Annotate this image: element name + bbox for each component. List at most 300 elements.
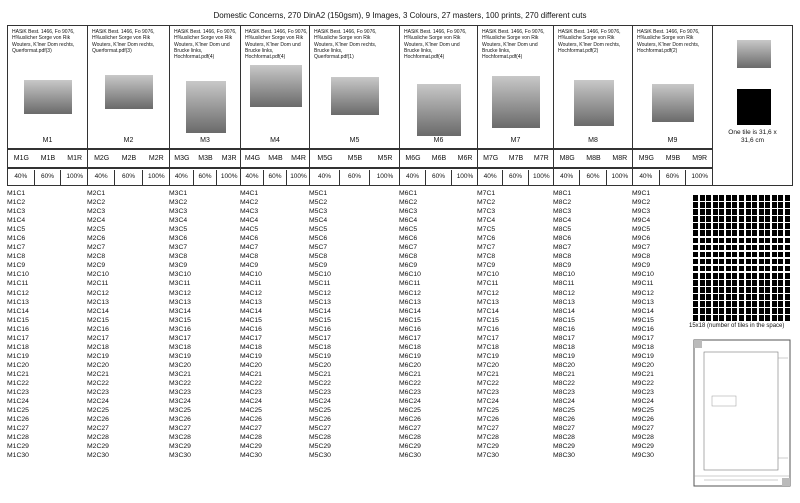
cut-label: M9C29: [632, 443, 654, 451]
subcode-label: M2R: [148, 155, 164, 162]
tiles-caption: 15x18 (number of tiles in the space): [689, 323, 785, 329]
tile: [765, 245, 770, 251]
tile: [785, 252, 790, 258]
master-percentages: [399, 168, 478, 186]
tile: [739, 230, 744, 236]
cut-label: M9C24: [632, 398, 654, 406]
tile: [759, 294, 764, 300]
percentage-label: 40%: [88, 170, 115, 185]
subcode-label: M9R: [692, 155, 708, 162]
tile: [739, 315, 744, 321]
cut-label: M6C25: [399, 407, 421, 415]
cut-label: M8C4: [553, 217, 572, 225]
master-description: HASiK Best. 1466, Fo 9076, H%usliche Sorge von Rik Wouters, K'lner Dom und Brucke links, Hochformat.pdf(4): [404, 29, 467, 61]
tile: [739, 301, 744, 307]
master-label: M8: [588, 137, 598, 144]
tile: [726, 216, 731, 222]
tile: [746, 266, 751, 272]
tile: [732, 280, 737, 286]
cut-label: M6C6: [399, 235, 418, 243]
tile: [713, 209, 718, 215]
cut-label: M8C22: [553, 379, 575, 387]
cut-label: M1C25: [7, 407, 29, 415]
tile: [746, 308, 751, 314]
tile: [693, 238, 698, 244]
cut-label: M8C6: [553, 235, 572, 243]
tile: [706, 252, 711, 258]
cut-column: [87, 189, 109, 460]
cut-label: M1C18: [7, 343, 29, 351]
tile: [693, 315, 698, 321]
tile: [759, 280, 764, 286]
percentage-label: 60%: [503, 170, 528, 185]
tile: [726, 315, 731, 321]
tile: [719, 280, 724, 286]
tile: [746, 252, 751, 258]
tile: [693, 280, 698, 286]
subcode-label: M2B: [121, 155, 137, 162]
tile: [752, 259, 757, 265]
tile: [772, 266, 777, 272]
tile: [726, 238, 731, 244]
cut-label: M8C23: [553, 389, 575, 397]
percentage-label: 100%: [611, 173, 629, 180]
tile: [785, 273, 790, 279]
percentage-label: 100%: [66, 173, 83, 180]
tile: [739, 287, 744, 293]
cut-label: M1C11: [7, 280, 29, 288]
cut-label: M5C20: [309, 361, 331, 369]
cut-label: M5C22: [309, 379, 331, 387]
tile: [732, 238, 737, 244]
cut-label: M1C1: [7, 190, 26, 197]
subcode-label: M2G: [94, 155, 110, 162]
subcode-label: M5G: [317, 155, 333, 162]
cut-label: M7C10: [477, 271, 499, 279]
cut-label: M7C14: [477, 307, 499, 315]
master-description: HASiK Best. 1466, Fo 9076, H%usliche Sorge von Rik Wouters, K'lner Dom rechts, Hochformat.pdf(2): [558, 29, 621, 54]
master-label: M4: [270, 137, 280, 144]
tile: [739, 280, 744, 286]
master-photo: [574, 80, 614, 126]
tile: [772, 287, 777, 293]
cut-label: M1C30: [7, 452, 29, 460]
cut-label: M9C6: [632, 235, 651, 243]
tile: [719, 301, 724, 307]
cut-label: M7C2: [477, 199, 496, 207]
tile: [785, 280, 790, 286]
cut-label: M6C17: [399, 334, 421, 342]
tile: [772, 245, 777, 251]
tile: [765, 287, 770, 293]
cut-label: M8C25: [553, 407, 575, 415]
tile: [726, 301, 731, 307]
cut-label: M4C6: [240, 235, 259, 243]
tile: [746, 280, 751, 286]
tile: [700, 273, 705, 279]
tile: [739, 216, 744, 222]
page-title: Domestic Concerns, 270 DinA2 (150gsm), 9 Images, 3 Colours, 27 masters, 100 prints, 270 different cuts: [213, 11, 587, 20]
tile: [739, 259, 744, 265]
tile: [693, 245, 698, 251]
cut-label: M5C27: [309, 425, 331, 433]
subcode-label: M7R: [533, 155, 549, 162]
cut-label: M7C15: [477, 316, 499, 324]
tile: [746, 287, 751, 293]
percentage-label: 60%: [426, 170, 452, 185]
tile: [765, 266, 770, 272]
cut-label: M3C12: [169, 289, 191, 297]
cut-label: M1C29: [7, 443, 29, 451]
cut-label: M6C16: [399, 325, 421, 333]
cut-label: M3C8: [169, 253, 188, 261]
cut-label: M8C11: [553, 280, 575, 288]
cut-label: M5C12: [309, 289, 331, 297]
tile: [726, 202, 731, 208]
cut-label: M8C15: [553, 316, 575, 324]
cut-label: M9C16: [632, 325, 654, 333]
cut-label: M5C18: [309, 343, 331, 351]
cut-label: M3C18: [169, 343, 191, 351]
tile: [693, 202, 698, 208]
cut-label: M7C6: [477, 235, 496, 243]
master-photo: [492, 76, 540, 128]
tile: [739, 252, 744, 258]
cut-label: M1C12: [7, 289, 29, 297]
tile: [772, 209, 777, 215]
cut-label: M1C2: [7, 199, 26, 207]
cut-label: M8C13: [553, 298, 575, 306]
floor-plan: [690, 338, 794, 490]
tile: [706, 308, 711, 314]
cut-label: M1C21: [7, 370, 29, 378]
master-photo: [105, 75, 153, 109]
cut-label: M5C21: [309, 370, 331, 378]
master-subcodes: [169, 149, 241, 168]
tile: [732, 245, 737, 251]
cut-label: M6C21: [399, 370, 421, 378]
master-cell: [553, 25, 633, 149]
master-label: M2: [123, 137, 134, 144]
tile: [700, 259, 705, 265]
tile: [719, 266, 724, 272]
cut-label: M8C7: [553, 244, 572, 252]
tile: [713, 315, 718, 321]
cut-column: [477, 189, 499, 460]
cut-label: M9C11: [632, 280, 654, 288]
tile: [765, 238, 770, 244]
cut-label: M1C20: [7, 361, 29, 369]
cut-label: M2C29: [87, 443, 109, 451]
cut-label: M4C23: [240, 389, 262, 397]
cut-label: M8C12: [553, 289, 575, 297]
tile: [739, 223, 744, 229]
cut-label: M7C3: [477, 208, 496, 216]
cut-label: M6C15: [399, 316, 421, 324]
cut-label: M2C5: [87, 226, 106, 234]
cut-label: M4C16: [240, 325, 262, 333]
cut-label: M4C25: [240, 407, 262, 415]
percentage-label: 60%: [580, 170, 606, 185]
cut-label: M9C10: [632, 271, 654, 279]
cut-label: M7C17: [477, 334, 499, 342]
tile: [772, 195, 777, 201]
cut-label: M2C2: [87, 199, 106, 207]
tile: [752, 209, 757, 215]
cut-label: M4C9: [240, 262, 259, 270]
percentage-label: 100%: [220, 173, 238, 180]
tile: [778, 259, 783, 265]
tile: [700, 245, 705, 251]
tile: [765, 230, 770, 236]
tile: [706, 230, 711, 236]
tile: [732, 230, 737, 236]
subcode-label: M5R: [377, 155, 393, 162]
cut-label: M9C4: [632, 217, 651, 225]
master-description: HASiK Best. 1466, Fo 9076, H%usliche Sorge von Rik Wouters, K'lner Dom rechts, Brucke links, Querformat.pdf(1): [314, 29, 377, 61]
cut-label: M4C21: [240, 370, 262, 378]
master-cell: [477, 25, 554, 149]
tile: [772, 301, 777, 307]
subcode-label: M9B: [665, 155, 681, 162]
percentage-label: 100%: [148, 173, 165, 180]
tile: [759, 273, 764, 279]
cut-label: M4C17: [240, 334, 262, 342]
cut-label: M1C5: [7, 226, 26, 234]
cut-label: M7C26: [477, 416, 499, 424]
master-label: M1: [42, 137, 53, 144]
tile: [693, 252, 698, 258]
tile: [706, 202, 711, 208]
cut-label: M2C10: [87, 271, 109, 279]
tile: [726, 294, 731, 300]
cut-label: M3C22: [169, 379, 191, 387]
percentage-label: 100%: [691, 173, 708, 180]
cut-label: M2C9: [87, 262, 106, 270]
tile: [726, 252, 731, 258]
cut-label: M2C8: [87, 253, 106, 261]
cut-column: [632, 189, 654, 460]
cut-label: M4C5: [240, 226, 259, 234]
tile: [746, 216, 751, 222]
cut-label: M3C21: [169, 370, 191, 378]
tile: [706, 238, 711, 244]
tile: [772, 280, 777, 286]
tile: [726, 259, 731, 265]
cut-label: M2C21: [87, 370, 109, 378]
tile-sample-photo: [737, 40, 771, 68]
subcode-label: M1G: [13, 155, 29, 162]
tile-size-note: One tile is 31,6 x 31,6 cm: [728, 129, 777, 144]
percentage-label: 100%: [456, 173, 474, 180]
tile: [713, 308, 718, 314]
master-percentages: [169, 168, 241, 186]
tile: [778, 308, 783, 314]
master-cell: [632, 25, 713, 149]
cut-label: M5C26: [309, 416, 331, 424]
cut-label: M4C2: [240, 199, 259, 207]
tile: [693, 287, 698, 293]
cut-label: M4C18: [240, 343, 262, 351]
cut-label: M5C9: [309, 262, 328, 270]
cut-label: M5C29: [309, 443, 331, 451]
tile: [765, 202, 770, 208]
tile: [752, 216, 757, 222]
subcode-label: M4R: [291, 155, 306, 162]
cut-label: M9C19: [632, 352, 654, 360]
tile: [785, 195, 790, 201]
cut-label: M7C23: [477, 389, 499, 397]
cut-label: M9C1: [632, 190, 651, 197]
tile: [719, 195, 724, 201]
cut-label: M8C1: [553, 190, 572, 197]
cut-label: M6C9: [399, 262, 418, 270]
cut-label: M7C1: [477, 190, 496, 197]
tile: [719, 287, 724, 293]
cut-label: M6C5: [399, 226, 418, 234]
tile: [732, 252, 737, 258]
tile: [765, 195, 770, 201]
tile: [765, 301, 770, 307]
tile: [693, 195, 698, 201]
cut-label: M9C25: [632, 407, 654, 415]
cut-label: M3C27: [169, 425, 191, 433]
tile: [700, 202, 705, 208]
cut-label: M5C25: [309, 407, 331, 415]
cut-label: M7C19: [477, 352, 499, 360]
master-label: M5: [349, 137, 360, 144]
master-description: HASiK Best. 1466, Fo 9076, H%uslicher Sorge von Rik Wouters, K'lner Dom rechts, Querformat.pdf(3): [92, 29, 155, 54]
cut-label: M2C19: [87, 352, 109, 360]
cut-label: M2C18: [87, 343, 109, 351]
master-subcodes: [399, 149, 478, 168]
subcode-label: M6G: [405, 155, 421, 162]
percentage-label: 60%: [660, 170, 687, 185]
tile: [713, 216, 718, 222]
tile: [700, 315, 705, 321]
tile: [719, 202, 724, 208]
cut-label: M9C30: [632, 452, 654, 460]
tile: [752, 238, 757, 244]
tile: [752, 195, 757, 201]
tile: [778, 266, 783, 272]
cut-label: M9C7: [632, 244, 651, 252]
tile-sample-panel: [712, 25, 793, 186]
cut-label: M4C1: [240, 190, 259, 197]
cut-label: M5C11: [309, 280, 331, 288]
cut-column: [309, 189, 331, 460]
cut-label: M7C24: [477, 398, 499, 406]
cut-label: M9C14: [632, 307, 654, 315]
cut-label: M1C27: [7, 425, 29, 433]
tile: [759, 315, 764, 321]
tile: [765, 273, 770, 279]
tile: [778, 223, 783, 229]
tile: [706, 266, 711, 272]
master-percentages: [7, 168, 88, 186]
percentage-label: 40%: [554, 170, 580, 185]
cut-label: M1C6: [7, 235, 26, 243]
percentage-label: 40%: [170, 170, 194, 185]
tile: [719, 273, 724, 279]
cut-label: M8C21: [553, 370, 575, 378]
cut-label: M9C26: [632, 416, 654, 424]
percentage-label: 40%: [8, 170, 35, 185]
master-subcodes: [553, 149, 633, 168]
cut-label: M7C9: [477, 262, 496, 270]
tile: [778, 238, 783, 244]
cut-label: M7C18: [477, 343, 499, 351]
tile: [785, 223, 790, 229]
cut-label: M9C3: [632, 208, 651, 216]
subcode-label: M5B: [347, 155, 363, 162]
master-label: M7: [510, 137, 521, 144]
cut-label: M5C15: [309, 316, 331, 324]
tile: [706, 259, 711, 265]
tile: [732, 216, 737, 222]
cut-label: M8C24: [553, 398, 575, 406]
tile: [713, 195, 718, 201]
subcode-label: M1R: [67, 155, 83, 162]
tile: [759, 238, 764, 244]
cut-label: M5C30: [309, 452, 331, 460]
cut-label: M9C21: [632, 370, 654, 378]
tile: [719, 308, 724, 314]
tile: [785, 238, 790, 244]
tile: [765, 308, 770, 314]
tile: [713, 301, 718, 307]
tile: [765, 216, 770, 222]
tile: [752, 287, 757, 293]
tile: [772, 252, 777, 258]
tile: [746, 223, 751, 229]
tile: [706, 315, 711, 321]
tile: [778, 287, 783, 293]
tile: [778, 315, 783, 321]
tile: [746, 259, 751, 265]
cut-label: M7C29: [477, 443, 499, 451]
percentage-label: 40%: [310, 170, 340, 185]
cut-label: M2C20: [87, 361, 109, 369]
tile: [739, 238, 744, 244]
tile: [785, 287, 790, 293]
tile: [700, 209, 705, 215]
tile: [772, 294, 777, 300]
tile: [700, 294, 705, 300]
cut-label: M4C27: [240, 425, 262, 433]
cut-label: M9C13: [632, 298, 654, 306]
cut-label: M7C11: [477, 280, 499, 288]
tile: [732, 315, 737, 321]
tile: [719, 245, 724, 251]
tile: [772, 230, 777, 236]
cut-label: M8C8: [553, 253, 572, 261]
tile: [719, 252, 724, 258]
masters-grid: [7, 25, 793, 186]
tile: [746, 230, 751, 236]
tile: [719, 238, 724, 244]
cut-label: M6C30: [399, 452, 421, 460]
tile: [785, 202, 790, 208]
master-subcodes: [240, 149, 310, 168]
cut-column: [240, 189, 262, 460]
cut-label: M6C13: [399, 298, 421, 306]
tile: [726, 223, 731, 229]
cut-label: M7C25: [477, 407, 499, 415]
master-description: HASiK Best. 1466, Fo 9076, H%uslicher Sorge von Rik Wouters, K'lner Dom und Brucke links, Hochformat.pdf(4): [174, 29, 237, 61]
tile: [778, 209, 783, 215]
subcode-label: M9G: [638, 155, 654, 162]
